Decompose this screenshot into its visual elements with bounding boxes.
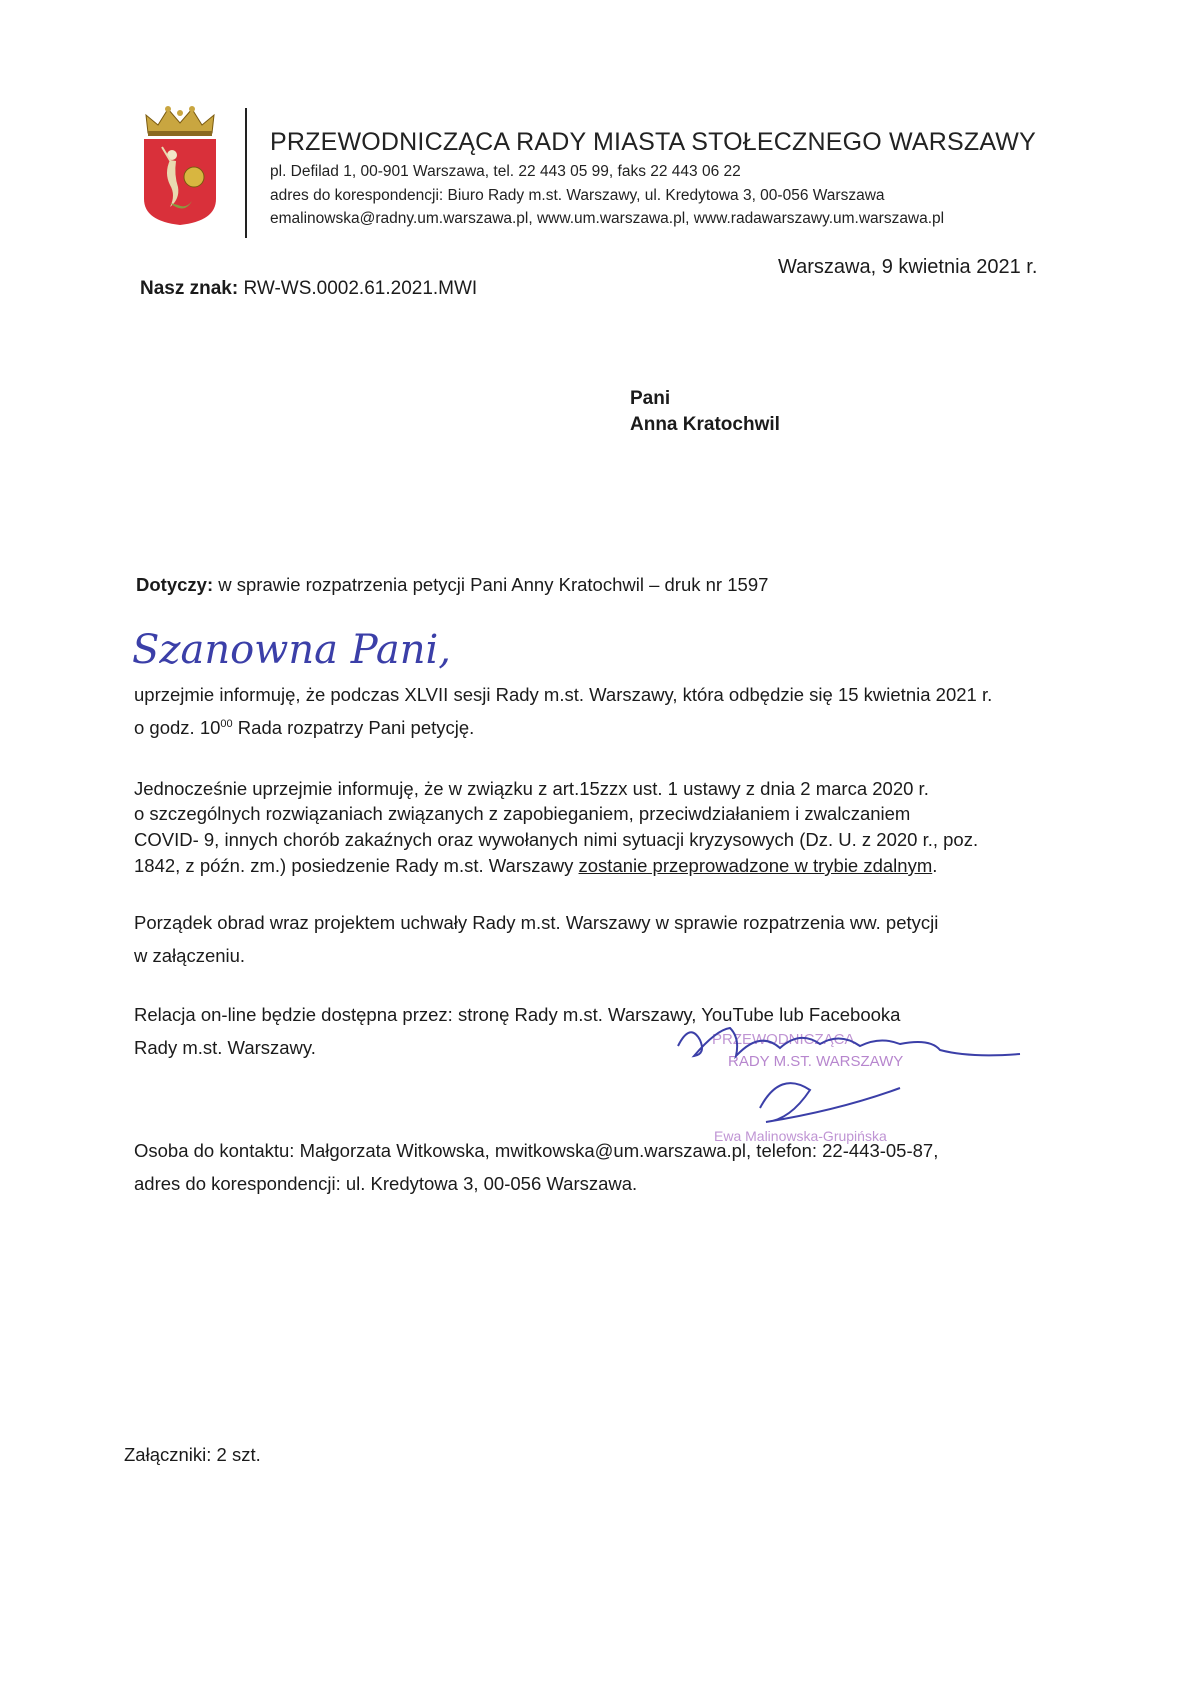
body-p3-line2: w załączeniu.	[134, 945, 246, 966]
letter-date: Warszawa, 9 kwietnia 2021 r.	[778, 256, 1038, 278]
reference-number	[140, 278, 477, 300]
svg-text:RADY M.ST. WARSZAWY: RADY M.ST. WARSZAWY	[728, 1053, 904, 1070]
subject-text: w sprawie rozpatrzenia petycji Pani Anny Kratochwil – druk nr 1597	[218, 574, 769, 595]
body-p4-line1: Relacja on-line będzie dostępna przez: stronę Rady m.st. Warszawy, YouTube lub Facebooka	[134, 1004, 901, 1025]
body-p1-line1: uprzejmie informuję, że podczas XLVII sesji Rady m.st. Warszawy, która odbędzie się 15 kwietnia 2021 r.	[134, 684, 993, 705]
header-divider	[245, 108, 247, 238]
address-line-3: emalinowska@radny.um.warszawa.pl, www.um.warszawa.pl, www.radawarszawy.um.warszawa.pl	[270, 210, 945, 227]
address-line-2: adres do korespondencji: Biuro Rady m.st. Warszawy, ul. Kredytowa 3, 00-056 Warszawa	[270, 187, 885, 204]
body-p2-line1: Jednocześnie uprzejmie informuję, że w związku z art.15zzx ust. 1 ustawy z dnia 2 marca 2020 r.	[134, 778, 929, 799]
body-p3-line1: Porządek obrad wraz projektem uchwały Rady m.st. Warszawy w sprawie rozpatrzenia ww. petycji	[134, 912, 939, 933]
body-p2-line2: o szczególnych rozwiązaniach związanych z zapobieganiem, przeciwdziałaniem i zwalczaniem	[134, 803, 911, 824]
attachments-note: Załączniki: 2 szt.	[124, 1444, 261, 1465]
svg-text:Szanowna Pani,: Szanowna Pani,	[132, 627, 451, 673]
reference-label: Nasz znak:	[140, 278, 239, 299]
signature-stamp	[670, 1010, 1070, 1150]
body-p2-line3: COVID- 9, innych chorób zakaźnych oraz wywołanych nimi sytuacji kryzysowych (Dz. U. z 2020 r., poz.	[134, 829, 979, 850]
subject-line	[136, 574, 768, 596]
handwritten-salutation	[128, 615, 548, 683]
warsaw-coat-of-arms-icon	[140, 103, 220, 227]
recipient-prefix: Pani	[630, 388, 671, 409]
reference-value: RW-WS.0002.61.2021.MWI	[243, 278, 478, 299]
body-p1-line2: o godz. $10^{00}$ Rada rozpatrzy Pani petycję.	[134, 717, 475, 738]
body-p2-line4: 1842, z późn. zm.) posiedzenie Rady m.st. Warszawy zostanie przeprowadzone w trybie zdalnym.	[134, 855, 938, 876]
contact-line-1: Osoba do kontaktu: Małgorzata Witkowska, mwitkowska@um.warszawa.pl, telefon: 22-443-05-87,	[134, 1140, 939, 1161]
body-p4-line2: Rady m.st. Warszawy.	[134, 1037, 316, 1058]
address-line-1: pl. Defilad 1, 00-901 Warszawa, tel. 22 443 05 99, faks 22 443 06 22	[270, 163, 741, 180]
contact-line-2: adres do korespondencji: ul. Kredytowa 3, 00-056 Warszawa.	[134, 1173, 638, 1194]
remote-mode-underlined: zostanie przeprowadzone w trybie zdalnym	[578, 855, 933, 876]
recipient-name: Anna Kratochwil	[630, 414, 780, 435]
subject-label: Dotyczy:	[136, 574, 214, 595]
svg-text:Ewa Malinowska-Grupińska: Ewa Malinowska-Grupińska	[714, 1128, 887, 1144]
svg-text:PRZEWODNICZĄCA: PRZEWODNICZĄCA	[712, 1031, 855, 1048]
organization-title: PRZEWODNICZĄCA RADY MIASTA STOŁECZNEGO WARSZAWY	[270, 128, 1036, 156]
